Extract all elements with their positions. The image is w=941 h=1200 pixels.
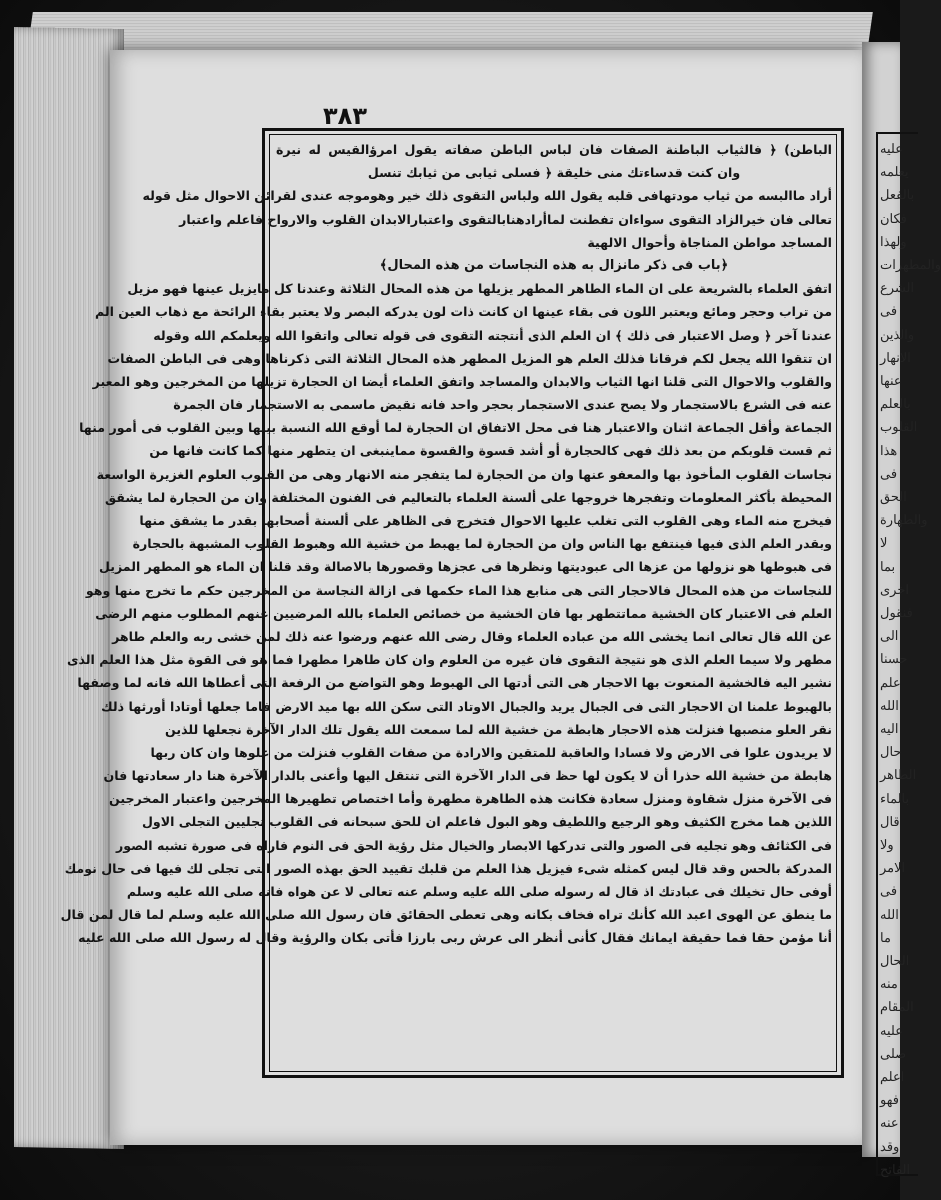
facing-page-fragment: اليه	[880, 722, 899, 737]
facing-page-fragment: حسنا	[880, 652, 908, 668]
text-line: المحيطة بأكثر المعلومات وتفجرها خروجها على ألسنة العلماء بالتعاليم فى الفنون المختلفة وان من الحجارة لما يشقق	[104, 489, 832, 505]
facing-page-fragment: ما	[880, 930, 891, 946]
facing-page-fragment: اعلم	[880, 1070, 905, 1085]
facing-page-fragment: الحق	[880, 490, 907, 505]
text-line: وبقدر العلم الذى فيها فينتفع بها الناس وان من الحجارة لما يهبط من خشية الله وهبوط القلوب المشبهة بالحجارة	[132, 536, 832, 552]
facing-page-fragment: بما	[880, 559, 896, 575]
text-line: فيخرج منه الماء وهى القلوب التى تغلب عليها الاحوال فتخرج فى الظاهر على ألسنة أصحابها بقدر ما يشقق منها	[139, 513, 832, 528]
facing-page-fragment: الله	[880, 698, 899, 714]
text-line: المساجد مواطن المناجاة وأحوال الالهية	[587, 234, 832, 250]
page-text-block	[60, 138, 832, 1068]
facing-page-fragment: فكان	[880, 211, 907, 227]
section-heading: ﴿باب فى ذكر مانزال به هذه النجاسات من هذه المحال﴾	[379, 257, 729, 273]
text-line: ان تتقوا الله يجعل لكم فرقانا فذلك العلم هو المزيل المطهر هذه المحال الثلاثة التى ذكرناها وهى فى الباطن الصفات	[107, 350, 832, 366]
facing-page-fragment: لا	[880, 536, 888, 552]
facing-page-fragment: صلى	[880, 1046, 907, 1062]
facing-page-fragment: الفاتح	[880, 1162, 911, 1178]
text-line: والقلوب والاحوال التى قلنا انها الثياب والابدان والمساجد واتفق العلماء أيضا ان الحجارة تزيلها من المخرجين وهو المعبر	[92, 373, 832, 389]
text-line: اللذين هما مخرج الكثيف وهو الرجيع واللطيف وهو البول فاعلم ان للحق سبحانه فى القلوب تجليين التجلى الاول	[141, 814, 832, 830]
facing-page-fragment: وقد	[880, 1139, 900, 1155]
text-line: هابطة من خشية الله حذرا أن لا يكون لها حظ فى الدار الآخرة التى تنتقل اليها وأعنى بالدار الآخرة هنا دار سعادتها فان	[103, 768, 832, 784]
text-line: من تراب وحجر ومائع ويعتبر اللون فى بقاء عينها ان كانت ذات لون يدركه البصر ولا يعتبر بقاء الرائحة مع ذهاب العين الم	[94, 304, 832, 320]
facing-page-fragment: بالعلم	[880, 397, 911, 413]
facing-page-fragment: عنه	[880, 1116, 899, 1132]
text-line: لا يريدون علوا فى الارض ولا فسادا والعاقبة للمتقين والارادة من صفات القلوب فنزلت من علوها وان كان ربها	[150, 744, 832, 760]
facing-page-fragment: الى	[880, 629, 899, 645]
facing-page-fragment: المقام	[880, 1000, 914, 1016]
facing-page-fragment: قال	[880, 814, 900, 830]
text-line: أنا مؤمن حقا فما حقيقة ايمانك فقال كأنى أنظر الى عرش ربى بارزا فأتى بكان والرؤية وقال له رسول الله صلى الله عليه	[78, 930, 832, 946]
facing-page-fragment: والذين	[880, 327, 915, 343]
page-number: ٣٨٣	[323, 102, 367, 130]
text-line: نقر العلو منصبها فنزلت هذه الاحجار هابطة من خشية الله لما سمعت الله يقول تلك الدار الآخرة نجعلها للذين	[165, 721, 832, 737]
text-line: اتفق العلماء بالشريعة على ان الماء الطاهر المطهر يزيلها من هذه المحال الثلاثة وعندنا كل مايزيل عينها فهو مزيل	[127, 281, 832, 297]
facing-page-fragment: ولهذا	[880, 234, 907, 250]
text-line: تعالى فان خيرالزاد التقوى سواءان تفطنت لماأرادهنابالتقوى واعتبارالابدان القلوب والارواح فاعلم واعتبار	[179, 211, 832, 227]
text-line: نجاسات القلوب المأخوذ بها والمعفو عنها وان من الحجارة لما يتفجر منه الانهار وهى من القلوب العلوم الغزيرة الواسعة	[96, 466, 832, 482]
facing-page-fragment: الله	[880, 907, 899, 923]
facing-page-fragment: فى	[880, 884, 898, 900]
facing-page-fragment: فهو	[880, 1093, 899, 1109]
text-line: ما ينطق عن الهوى اعبد الله كأنك تراه فخاف بكانه وهى تعطى الحقائق فان رسول الله صلى الله عليه وسلم لما قال لمن قال	[60, 907, 832, 923]
text-line: عنه فى الشرع بالاستجمار ولا يصح عندى الاستجمار بحجر واحد فانه نقيض ماسمى به الاستجمار فان الجمرة	[173, 397, 832, 413]
facing-page-fragment: علم	[880, 675, 901, 691]
facing-page-fragment: الحال	[880, 954, 910, 969]
facing-page-fragment: فى	[880, 304, 898, 320]
facing-page-fragment: عنها	[880, 374, 902, 389]
text-line: أوفى حال تخيلك فى عبادتك اذ قال له رسوله صلى الله عليه وسلم عنه تعالى لا عن هواه فانه صلى الله عليه وسلم	[126, 884, 832, 899]
text-line: فى الكثائف وهو تجليه فى الصور والتى تدركها الابصار والخيال مثل رؤية الحق فى النوم فاراه فى صورة تشبه الصور	[116, 837, 832, 853]
text-line: الباطن) ﴿ فالثياب الباطنة الصفات فان لباس الباطن صفاته يقول امرؤالقيس له نيرة	[276, 142, 832, 157]
facing-page-fragment: يعلمه	[880, 165, 909, 181]
text-line: أراد ماالبسه من ثياب مودتهافى قلبه يقول الله ولباس التقوى ذلك خير وهوموجه عندى لقرائن الاحوال مثل قوله	[142, 188, 832, 204]
facing-page-fragment: بالفعل	[880, 188, 915, 204]
facing-page-fragment: القلوب	[880, 420, 918, 436]
book-top-edge	[27, 12, 873, 52]
text-line: للنجاسات من هذه المحال فالاحجار التى هى منابع هذا الماء حكمها فى ازالة النجاسة من المخرجين حكم ما تخرج منها وهو	[85, 582, 832, 598]
text-line: نشير اليه فالخشية المنعوت بها الاحجار هى التى أدتها الى الهبوط وهو التواضع من الرفعة التى أعطاها الله فانه لما وصفها	[77, 675, 832, 691]
text-line: عن الله قال تعالى انما يخشى الله من عباده العلماء وقال رضى الله عنهم ورضوا عنه ذلك لمن خشى ربه والعلم طاهر	[112, 628, 832, 644]
text-line: ثم قست قلوبكم من بعد ذلك فهى كالحجارة أو أشد قسوة والقسوة مماينبغى ان يتطهر منها كما كانت فانها من	[149, 443, 832, 459]
facing-page	[862, 42, 941, 1178]
facing-page-fragment: الشرع	[880, 281, 915, 297]
facing-page-fragment: حال	[880, 745, 902, 761]
poem-verse: وان كنت قدساءتك منى خليقة ﴿ فسلى ثيابى من ثيابك تنسل	[367, 165, 741, 181]
text-line: عندنا آخر ﴿ وصل الاعتبار فى ذلك ﴾ ان العلم الذى أنتجته التقوى فى قوله تعالى واتقوا الله ويعلمكم الله وقوله	[153, 327, 832, 343]
facing-page-fragment: الامر	[880, 861, 906, 877]
text-line: فى هبوطها هو نزولها من عزها الى عبوديتها ونظرها فى عجزها وقصورها بالاصالة وقد قلنا ان الماء هو المطهر المزيل	[98, 559, 832, 575]
facing-page-fragment: فى	[880, 466, 898, 482]
text-line: بالهبوط علمنا ان الاحجار التى فى الجبال يريد والجبال الاوتاد التى سكن الله بها ميد الارض فاما جعلها أوتادا أورثها ذلك	[101, 698, 832, 714]
facing-page-fragment: عليه	[880, 142, 903, 157]
text-line: فى الآخرة منزل شقاوة ومنزل سعادة فكانت هذه الطاهرة مطهرة وأما اختصاص تطهيرها المخرجين واعتبار المخرجين	[108, 791, 832, 807]
text-line: الجماعة وأقل الجماعة اثنان والاعتبار هنا فى محل الاتفاق ان الحجارة لما أوقع الله النسبة بينها وبين القلوب فى أمور منها	[79, 420, 832, 436]
facing-page-fragment: فنقول	[880, 606, 913, 621]
text-line: المدركة بالحس وقد قال ليس كمثله شىء فيزيل هذا العلم من قلبك تقييد الحق بهذه الصور التى تجلى لك فيها فى حال نومك	[64, 860, 832, 876]
facing-page-fragment: والمطهرات	[880, 258, 941, 273]
facing-page-fragment: ولا	[880, 838, 894, 853]
facing-page-fragment: والطهارة	[880, 513, 928, 529]
facing-page-fragment: الانهار	[880, 350, 911, 366]
text-line: مطهر ولا سيما العلم الذى هو نتيجة التقوى فان غيره من العلوم وان كان طاهرا مطهرا فما هو فى القوة مثل هذا العلم الذى	[66, 652, 832, 668]
facing-page-fragment: اخرى	[880, 582, 909, 598]
facing-page-fragment: هذا	[880, 443, 898, 459]
facing-page-fragment: منه	[880, 977, 898, 993]
facing-page-fragment: الطاهر	[880, 768, 917, 784]
text-line: العلم فى الاعتبار كان الخشية مماتتطهر بها فان الخشية من خصائص العلماء بالله المرضيين عنهم المطلوب منهم الرضى	[95, 605, 832, 621]
facing-page-fragment: عليه	[880, 1023, 903, 1039]
facing-page-fragment: بالماء	[880, 791, 910, 807]
